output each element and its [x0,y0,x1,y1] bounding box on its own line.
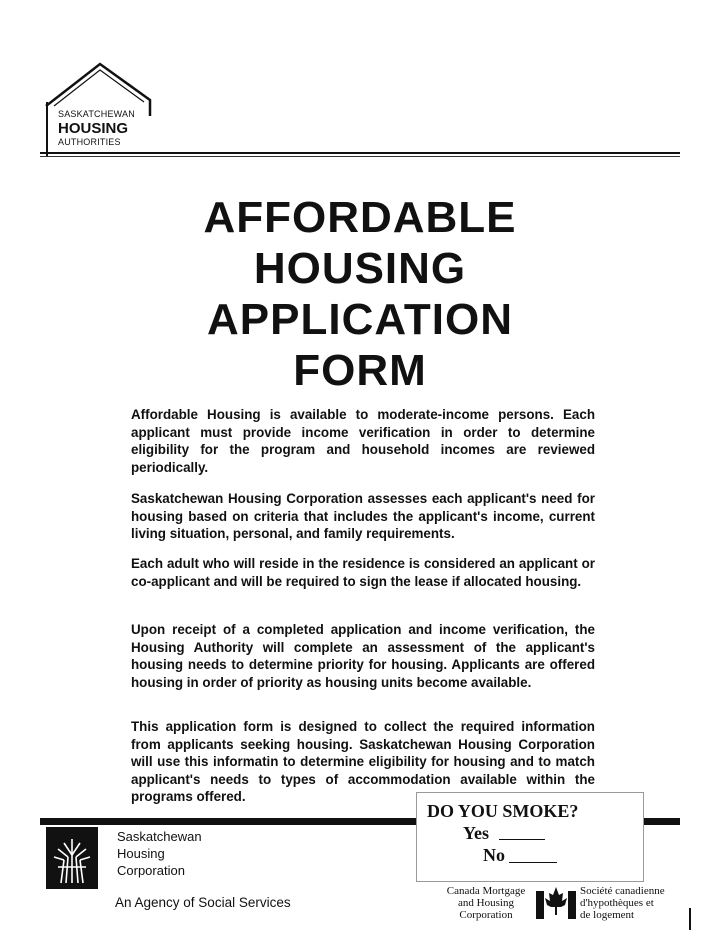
title-line-4: FORM [293,346,427,395]
title-line-3: APPLICATION [207,295,513,344]
smoke-no-label: No [483,845,505,865]
cmhc-french [580,885,665,921]
cmhc-en-line-3: Corporation [459,909,513,921]
smoke-yes-blank[interactable] [499,839,545,840]
paragraph-5: This application form is designed to collect the required information from applicants seeking housing. Saskatchewan Housing Corporation will use this informatin to determine eligibility for housing and to match applicant's needs to types of accommodation available within the programs offered. [131,719,595,805]
form-title [200,192,520,396]
cmhc-fr-line-2: d'hypothèques et [580,897,654,909]
logo-line-2: HOUSING [58,120,129,137]
title-line-1: AFFORDABLE [203,193,517,242]
cmhc-fr-line-1: Société canadienne [580,885,665,897]
logo-line-1: SASKATCHEWAN [58,109,135,119]
smoke-question-box [416,792,644,882]
shc-line-3: Corporation [117,863,185,878]
shc-line-2: Housing [117,846,165,861]
smoke-no-blank[interactable] [509,862,557,863]
shc-name [117,828,202,879]
paragraph-1: Affordable Housing is available to moderate-income persons. Each applicant must provide income verification in order to determine eligibility for the program and household incomes are reviewed periodically. [131,407,595,475]
logo-line-3: AUTHORITIES [58,137,121,147]
title-line-2: HOUSING [253,244,467,293]
saskatchewan-housing-authorities-logo [40,60,160,160]
paragraph-4: Upon receipt of a completed application and income verification, the Housing Authority will complete an assessment of the applicant's housing needs to determine priority for housing. Applicants are offered housing in order of priority as housing units become available. [131,622,595,690]
agency-text: An Agency of Social Services [115,895,291,910]
header-rule-thin [40,156,680,157]
cmhc-english [440,885,532,921]
wheat-sheaf-icon [46,827,98,889]
cmhc-fr-line-3: de logement [580,909,635,921]
paragraph-3: Each adult who will reside in the residence is considered an applicant or co-applicant and will be required to sign the lease if allocated housing. [131,556,595,589]
header-rule [40,152,680,154]
cmhc-en-line-1: Canada Mortgage [446,885,526,897]
paragraph-2: Saskatchewan Housing Corporation assesses each applicant's need for housing based on criteria that includes the applicant's income, current living situation, personal, and family requirements. [131,491,595,542]
maple-leaf-icon [536,885,576,923]
smoke-question: DO YOU SMOKE? [427,801,579,821]
cmhc-en-line-2: and Housing [458,897,514,909]
scan-edge-mark [689,908,691,930]
shc-line-1: Saskatchewan [117,829,202,844]
smoke-yes-label: Yes [463,823,489,843]
